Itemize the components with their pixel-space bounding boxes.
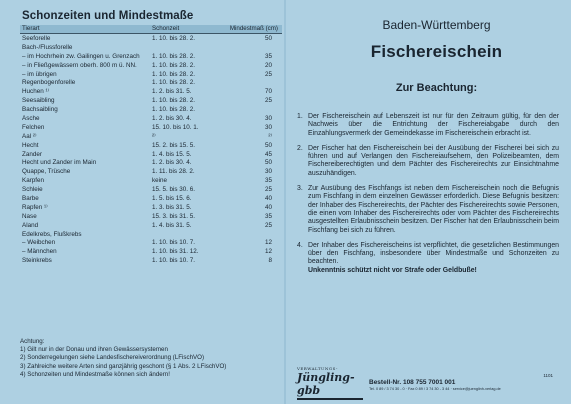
min-size-cell: [232, 79, 278, 88]
table-row: [20, 195, 282, 204]
note-line: 2) Sonderregelungen siehe Landesfischereiverordnung (LFischVO): [20, 354, 205, 362]
closed-season-cell: 1. 10. bis 10. 7.: [152, 257, 196, 265]
table-row: [20, 133, 282, 142]
closed-season-cell: 1. 10. bis 28. 2.: [152, 61, 196, 69]
item-text: Zur Ausübung des Fischfangs ist neben dem Fischereischein noch die Befugnis zum Fischfang in dem einzelnen Gewässer erforderlich. Diese Befugnis besitzen: der Inhaber des Fischereirechts, der Pächter des Fischereirechts sowie Personen, die einen vom Inhaber des Fischereirechts oder vom Pächter des Fischereirechts ausgestellten Erlaubnisschein besitzen. Der Fischer hat den Erlaubnisschein beim Fischfang bei sich zu führen.: [308, 185, 559, 234]
item-text-block: [308, 113, 559, 138]
species-cell: – im Hochrhein zw. Gailingen u. Grenzach: [22, 52, 140, 60]
closed-season-cell: [152, 44, 232, 53]
closed-season-cell: 1. 10. bis 28. 2.: [152, 52, 196, 60]
instruction-item: [297, 113, 559, 138]
header-min-size: Mindestmaß (cm): [229, 25, 278, 32]
note-line: 4) Schonzeiten und Mindestmaße können sich ändern!: [20, 370, 170, 378]
item-number: 2.: [297, 144, 303, 152]
closed-season-cell: 1. 11. bis 28. 2.: [152, 168, 195, 176]
table-row: [20, 248, 282, 257]
closed-season-cell: 15. 10. bis 10. 1.: [152, 123, 199, 131]
min-size-cell: 25: [264, 186, 272, 194]
min-size-cell: 12: [264, 239, 272, 247]
table-row: [20, 124, 282, 133]
section-heading: Zur Beachtung:: [395, 82, 478, 94]
publisher-footer: [297, 365, 559, 397]
min-size-cell: 40: [264, 203, 272, 211]
item-text-block: [308, 242, 559, 275]
species-cell: Edelkrebs, Flußkrebs: [22, 230, 82, 238]
closed-season-cell: 1. 3. bis 31. 5.: [152, 203, 192, 211]
min-size-cell: 30: [264, 168, 272, 176]
table-row: [20, 186, 282, 195]
min-size-cell: 30: [264, 123, 272, 131]
notes-heading: Achtung:: [20, 338, 45, 345]
table-row: [20, 53, 282, 62]
logo-small-text: VERWALTUNGS-: [297, 365, 338, 371]
note-line: 3) Zahlreiche weitere Arten sind ganzjährig geschont (§ 1 Abs. 2 LFischVO): [20, 362, 227, 370]
min-size-cell: 25: [264, 221, 272, 229]
item-number: 4.: [297, 241, 303, 249]
closed-season-cell: ²⁾: [152, 132, 156, 140]
header-species: Tierart: [22, 25, 40, 32]
item-text-block: [308, 145, 559, 178]
species-cell: Zander: [22, 150, 42, 158]
table-row: [20, 35, 282, 44]
item-text-block: [308, 185, 559, 235]
min-size-cell: 35: [264, 212, 272, 220]
instruction-item: [297, 242, 559, 275]
species-cell: Bachsaibling: [22, 106, 58, 114]
species-cell: Huchen ¹⁾: [22, 88, 50, 96]
table-row: [20, 168, 282, 177]
min-size-cell: [232, 44, 278, 53]
species-cell: Hecht: [22, 141, 39, 149]
species-cell: – Weibchen: [22, 239, 56, 247]
min-size-cell: 12: [264, 248, 272, 256]
table-row: [20, 239, 282, 248]
species-cell: Karpfen: [22, 177, 45, 185]
item-number: 1.: [297, 113, 303, 120]
instructions-list: [297, 113, 559, 282]
closed-season-cell: 1. 5. bis 15. 6.: [152, 195, 192, 203]
species-cell: Äsche: [22, 115, 40, 123]
species-cell: Hecht und Zander im Main: [22, 159, 97, 167]
closed-season-cell: 1. 2. bis 31. 5.: [152, 88, 192, 96]
min-size-cell: 25: [264, 97, 272, 105]
species-cell: Aland: [22, 221, 39, 229]
species-cell: Seesaibling: [22, 97, 55, 105]
publisher-logo: [297, 365, 363, 400]
table-row: [20, 257, 282, 266]
closed-season-cell: 1. 10. bis 10. 7.: [152, 239, 196, 247]
table-body: [20, 35, 282, 266]
closed-season-cell: 1. 4. bis 31. 5.: [152, 221, 192, 229]
item-text: Der Fischereischein auf Lebenszeit ist nur für den Zeitraum gültig, für den der Nachweis über die Entrichtung der Fischereiabgabe durch den Einzahlungsvermerk der Gemeindekasse im Fischereischein erbracht ist.: [308, 113, 559, 137]
table-row: [20, 151, 282, 160]
closed-season-cell: 1. 2. bis 30. 4.: [152, 115, 192, 123]
table-row: [20, 231, 282, 240]
right-panel: [289, 8, 564, 400]
closed-season-cell: keine: [152, 177, 168, 185]
note-line: 1) Gilt nur in der Donau und ihren Gewässersystemen: [20, 346, 168, 354]
species-cell: Regenbogenforelle: [22, 79, 76, 87]
order-number: Bestell-Nr. 108 755 7001 001: [369, 379, 456, 386]
closed-season-cell: 1. 10. bis 31. 12.: [152, 248, 199, 256]
table-row: [20, 222, 282, 231]
species-cell: – im übrigen: [22, 70, 57, 78]
min-size-cell: 50: [264, 159, 272, 167]
species-cell: – Männchen: [22, 248, 57, 256]
table-row: [20, 44, 282, 53]
closed-season-cell: 15. 3. bis 31. 5.: [152, 212, 196, 220]
table-row: [20, 213, 282, 222]
closed-season-cell: 15. 5. bis 30. 6.: [152, 186, 196, 194]
instruction-item: [297, 145, 559, 178]
min-size-cell: 35: [264, 52, 272, 60]
min-size-cell: 8: [268, 257, 272, 265]
table-header: [20, 25, 282, 34]
closed-season-cell: 1. 10. bis 28. 2.: [152, 79, 196, 87]
closed-season-cell: 1. 10. bis 28. 2.: [152, 106, 196, 114]
item-text: Der Inhaber des Fischereischeins ist verpflichtet, die gesetzlichen Bestimmungen über den Fischfang, insbesondere über Mindestmaße und Schonzeiten zu beachten.: [308, 241, 559, 266]
species-cell: Seeforelle: [22, 35, 51, 42]
min-size-cell: 35: [264, 177, 272, 185]
logo-text: Jüngling-gbb: [297, 370, 355, 397]
min-size-cell: [232, 231, 278, 240]
order-info: [369, 379, 501, 391]
species-cell: Barbe: [22, 195, 39, 203]
table-row: [20, 177, 282, 186]
table-row: [20, 115, 282, 124]
closed-season-cell: 1. 10. bis 28. 2.: [152, 97, 196, 105]
species-cell: Quappe, Trüsche: [22, 168, 71, 176]
min-size-cell: 20: [264, 61, 272, 69]
min-size-cell: 40: [264, 195, 272, 203]
table-row: [20, 97, 282, 106]
species-cell: Felchen: [22, 123, 45, 131]
instruction-item: [297, 185, 559, 235]
min-size-cell: [232, 106, 278, 115]
table-row: [20, 88, 282, 97]
table-title: Schonzeiten und Mindestmaße: [22, 10, 194, 22]
table-row: [20, 106, 282, 115]
closed-season-cell: 1. 2. bis 30. 4.: [152, 159, 192, 167]
region-title: Baden-Württemberg: [382, 18, 491, 32]
closed-season-cell: 1. 10. bis 28. 2.: [152, 70, 196, 78]
closed-season-cell: 15. 2. bis 15. 5.: [152, 141, 196, 149]
closed-season-cell: 1. 4. bis 15. 5.: [152, 150, 192, 158]
species-cell: Bach-/Flussforelle: [22, 43, 73, 51]
min-size-cell: ²⁾: [268, 132, 272, 140]
min-size-cell: 50: [264, 141, 272, 149]
species-cell: Nase: [22, 212, 37, 220]
species-cell: Schleie: [22, 186, 43, 194]
closed-season-cell: 1. 10. bis 28. 2.: [152, 35, 196, 42]
closed-season-cell: [152, 231, 232, 240]
species-cell: Steinkrebs: [22, 257, 52, 265]
min-size-cell: 45: [264, 150, 272, 158]
item-text: Der Fischer hat den Fischereischein bei der Ausübung der Fischerei bei sich zu führen und auf Verlangen den Fischereiaufsehern, den Polizeibeamten, dem Fischereiberechtigten und dem Pächter des Fischereirechts zur Einsichtnahme auszuhändigen.: [308, 144, 559, 177]
table-row: [20, 79, 282, 88]
table-row: [20, 204, 282, 213]
item-warning: Unkenntnis schützt nicht vor Strafe oder Geldbuße!: [308, 266, 477, 274]
contact-line: Tel. 0 89 / 3 74 30 - 0 · Fax 0 89 / 3 74 30 - 3 44 · service@juenglinh-verlag.de: [369, 387, 501, 391]
species-cell: – in Fließgewässern oberh. 800 m ü. NN.: [22, 61, 137, 69]
fold-line: [284, 0, 286, 404]
min-size-cell: 50: [264, 35, 272, 42]
item-number: 3.: [297, 185, 303, 193]
header-closed-season: Schonzeit: [152, 25, 180, 32]
print-code: 1101: [543, 373, 553, 378]
species-cell: Aal ²⁾: [22, 132, 37, 140]
species-cell: Rapfen ¹⁾: [22, 203, 48, 211]
table-row: [20, 159, 282, 168]
document-title: Fischereischein: [370, 42, 503, 61]
min-size-cell: 30: [264, 115, 272, 123]
table-row: [20, 71, 282, 80]
min-size-cell: 70: [264, 88, 272, 96]
table-row: [20, 142, 282, 151]
notes: [20, 338, 282, 379]
min-size-cell: 25: [264, 70, 272, 78]
left-panel: [20, 8, 282, 400]
table-row: [20, 62, 282, 71]
